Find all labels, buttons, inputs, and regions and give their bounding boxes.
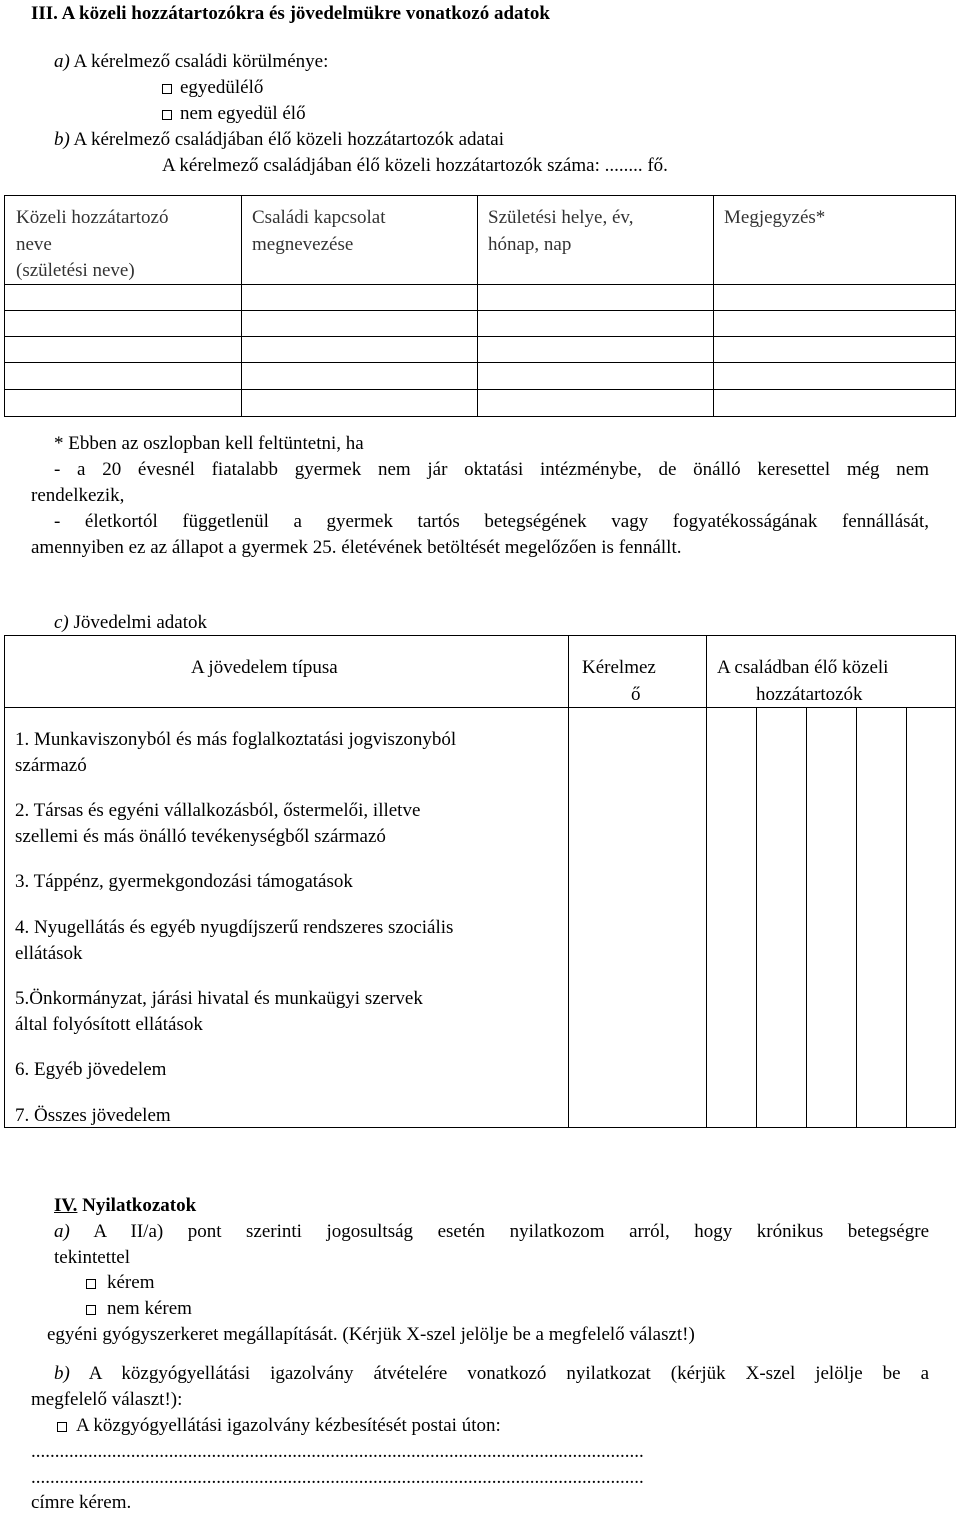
income-row-4-line-1: 4. Nyugellátás és egyéb nyugdíjszerű rendszeres szociális <box>15 917 454 938</box>
option-single-label: egyedülélő <box>180 77 264 98</box>
checkbox-no-request[interactable] <box>86 1305 96 1315</box>
checkbox-single[interactable] <box>162 84 172 94</box>
income-header-applicant-1: Kérelmez <box>582 657 656 678</box>
income-row-1-line-2: származó <box>15 755 87 776</box>
section-4-number: IV. <box>54 1195 78 1216</box>
declaration-b-line-2: megfelelő választ!): <box>31 1389 183 1410</box>
question-a <box>54 52 328 71</box>
footnote-line-3: rendelkezik, <box>31 485 125 506</box>
income-title-text: Jövedelmi adatok <box>68 612 208 633</box>
income-row-7: 7. Összes jövedelem <box>15 1105 171 1126</box>
option-no-request-label: nem kérem <box>107 1298 192 1319</box>
header-relation-1: Családi kapcsolat <box>252 207 386 228</box>
declaration-a-text: A II/a) pont szerinti jogosultság esetén nyilatkozom arról, hogy krónikus betegségre <box>93 1221 929 1242</box>
option-request-label: kérem <box>107 1272 155 1293</box>
option-not-single-label: nem egyedül élő <box>180 103 306 124</box>
declaration-b-line-1 <box>54 1364 929 1383</box>
section-3-title: III. A közeli hozzátartozókra és jövedelmükre vonatkozó adatok <box>31 3 550 24</box>
income-row-3: 3. Táppénz, gyermekgondozási támogatások <box>15 871 353 892</box>
table-row[interactable] <box>5 311 955 336</box>
income-row-5-line-1: 5.Önkormányzat, járási hivatal és munkaügyi szervek <box>15 988 423 1009</box>
income-header-family-1: A családban élő közeli <box>717 657 889 678</box>
income-row-6: 6. Egyéb jövedelem <box>15 1059 167 1080</box>
income-row-1-line-1: 1. Munkaviszonyból és más foglalkoztatási jogviszonyból <box>15 729 457 750</box>
header-birth-1: Születési helye, év, <box>488 207 634 228</box>
declaration-a-line-1 <box>54 1222 929 1241</box>
checkbox-postal-delivery[interactable] <box>57 1422 67 1432</box>
option-postal-delivery-label: A közgyógyellátási igazolvány kézbesítését postai úton: <box>76 1415 501 1436</box>
income-title <box>54 613 207 632</box>
declaration-b-letter: b) <box>54 1363 70 1384</box>
income-header-family-2: hozzátartozók <box>756 684 863 705</box>
table-row[interactable] <box>5 337 955 362</box>
question-b <box>54 130 504 149</box>
section-4-title-text: Nyilatkozatok <box>77 1195 197 1216</box>
header-relative-name-1: Közeli hozzátartozó <box>16 207 169 228</box>
footnote-line-5: amennyiben ez az állapot a gyermek 25. életévének betöltését megelőzően is fennállt. <box>31 537 682 558</box>
question-b-letter: b) <box>54 129 70 150</box>
income-row-2-line-2: szellemi és más önálló tevékenységből származó <box>15 826 386 847</box>
declaration-b-text: A közgyógyellátási igazolvány átvételére vonatkozó nyilatkozat (kérjük X-szel jelölje be a <box>88 1363 929 1384</box>
header-relative-name-2: neve <box>16 234 52 255</box>
question-a-text: A kérelmező családi körülménye: <box>69 51 329 72</box>
income-row-2-line-1: 2. Társas és egyéni vállalkozásból, őstermelői, illetve <box>15 800 421 821</box>
income-row-5-line-2: által folyósított ellátások <box>15 1014 203 1035</box>
relatives-count-line: A kérelmező családjában élő közeli hozzátartozók száma: ........ fő. <box>162 155 668 176</box>
income-header-applicant-2: ő <box>631 684 641 705</box>
declaration-a-line-3: egyéni gyógyszerkeret megállapítását. (Kérjük X-szel jelölje be a megfelelő választ!) <box>47 1324 695 1345</box>
header-relation-2: megnevezése <box>252 234 354 255</box>
question-b-text: A kérelmező családjában élő közeli hozzátartozók adatai <box>69 129 504 150</box>
checkbox-not-single[interactable] <box>162 110 172 120</box>
address-label: címre kérem. <box>31 1492 132 1513</box>
header-relative-name-3: (születési neve) <box>16 260 135 281</box>
table-row[interactable] <box>5 285 955 310</box>
declaration-a-line-2: tekintettel <box>54 1247 130 1268</box>
income-row-4-line-2: ellátások <box>15 943 83 964</box>
footnote-line-1: * Ebben az oszlopban kell feltüntetni, ha <box>54 433 364 454</box>
question-a-letter: a) <box>54 51 70 72</box>
header-birth-2: hónap, nap <box>488 234 572 255</box>
footnote-line-2: - a 20 évesnél fiatalabb gyermek nem jár oktatási intézménybe, de önálló keresettel még nem <box>54 459 929 480</box>
checkbox-request[interactable] <box>86 1279 96 1289</box>
address-dots-2[interactable]: ................................................................................................................................. <box>31 1468 644 1487</box>
address-dots-1[interactable]: ................................................................................................................................. <box>31 1442 644 1461</box>
footnote-line-4: - életkortól függetlenül a gyermek tartós betegségének vagy fogyatékosságának fennállását, <box>54 511 929 532</box>
section-4-title <box>54 1196 196 1215</box>
income-letter: c) <box>54 612 69 633</box>
header-note: Megjegyzés* <box>724 207 826 228</box>
table-row[interactable] <box>5 363 955 389</box>
table-row[interactable] <box>5 390 955 416</box>
income-header-type: A jövedelem típusa <box>191 657 338 678</box>
declaration-a-letter: a) <box>54 1221 70 1242</box>
